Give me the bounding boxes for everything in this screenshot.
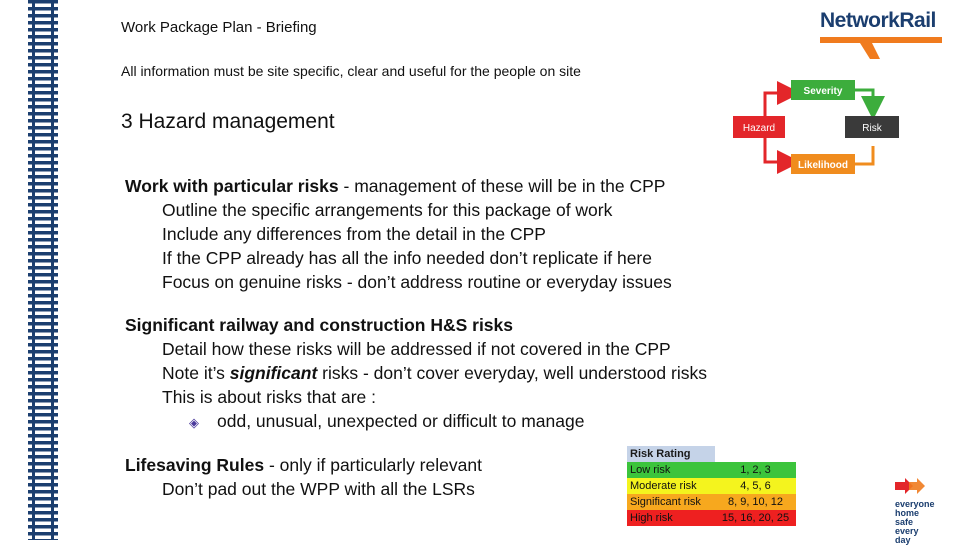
network-rail-logo — [820, 9, 942, 68]
section-significant-risks — [125, 313, 707, 435]
home-safe-badge — [895, 478, 935, 545]
hazard-label: Hazard — [742, 123, 776, 134]
table-row: High risk 15, 16, 20, 25 — [627, 510, 796, 526]
list-item: Focus on genuine risks - don’t address routine or everyday issues — [162, 272, 672, 292]
severity-label: Severity — [803, 86, 843, 97]
emphasis-text: significant — [229, 363, 318, 383]
table-header-row — [627, 446, 796, 462]
list-item: Don’t pad out the WPP with all the LSRs — [162, 479, 475, 499]
list-item: This is about risks that are : — [162, 387, 376, 407]
section-lead-rest: - management of these will be in the CPP — [338, 176, 666, 196]
likelihood-label: Likelihood — [798, 160, 848, 171]
list-item: If the CPP already has all the info needed don’t replicate if here — [162, 248, 652, 268]
section-lead-rest: - only if particularly relevant — [264, 455, 482, 475]
section-particular-risks — [125, 174, 672, 294]
sub-list-item: ◈ odd, unusual, unexpected or difficult to manage — [125, 409, 707, 435]
network-rail-wordmark: NetworkRail — [820, 9, 936, 32]
arrow-badge-icon — [895, 478, 925, 498]
hazard-risk-diagram — [733, 78, 903, 178]
section-lifesaving-rules — [125, 453, 482, 501]
list-item: Detail how these risks will be addressed if not covered in the CPP — [162, 339, 671, 359]
table-row: Low risk 1, 2, 3 — [627, 462, 796, 478]
risk-rating-table — [627, 446, 796, 526]
page-subtitle: All information must be site specific, clear and useful for the people on site — [121, 63, 581, 79]
page-title: Work Package Plan - Briefing — [121, 19, 317, 36]
section-lead-bold: Lifesaving Rules — [125, 455, 265, 475]
section-lead-bold: Significant railway and construction H&S risks — [125, 315, 514, 335]
section-lead-bold: Work with particular risks — [125, 176, 339, 196]
table-row: Moderate risk 4, 5, 6 — [627, 478, 796, 494]
home-safe-text: everyone home safe every day — [895, 499, 935, 545]
diamond-bullet-icon: ◈ — [189, 415, 199, 430]
list-item: Note it’s significant risks - don’t cover everyday, well understood risks — [162, 363, 707, 383]
railway-track-decoration — [28, 0, 58, 540]
table-header: Risk Rating — [627, 446, 715, 462]
list-item: Include any differences from the detail in the CPP — [162, 224, 546, 244]
section-heading: 3 Hazard management — [121, 110, 335, 133]
risk-label: Risk — [862, 123, 882, 134]
list-item: Outline the specific arrangements for this package of work — [162, 200, 613, 220]
table-row: Significant risk 8, 9, 10, 12 — [627, 494, 796, 510]
